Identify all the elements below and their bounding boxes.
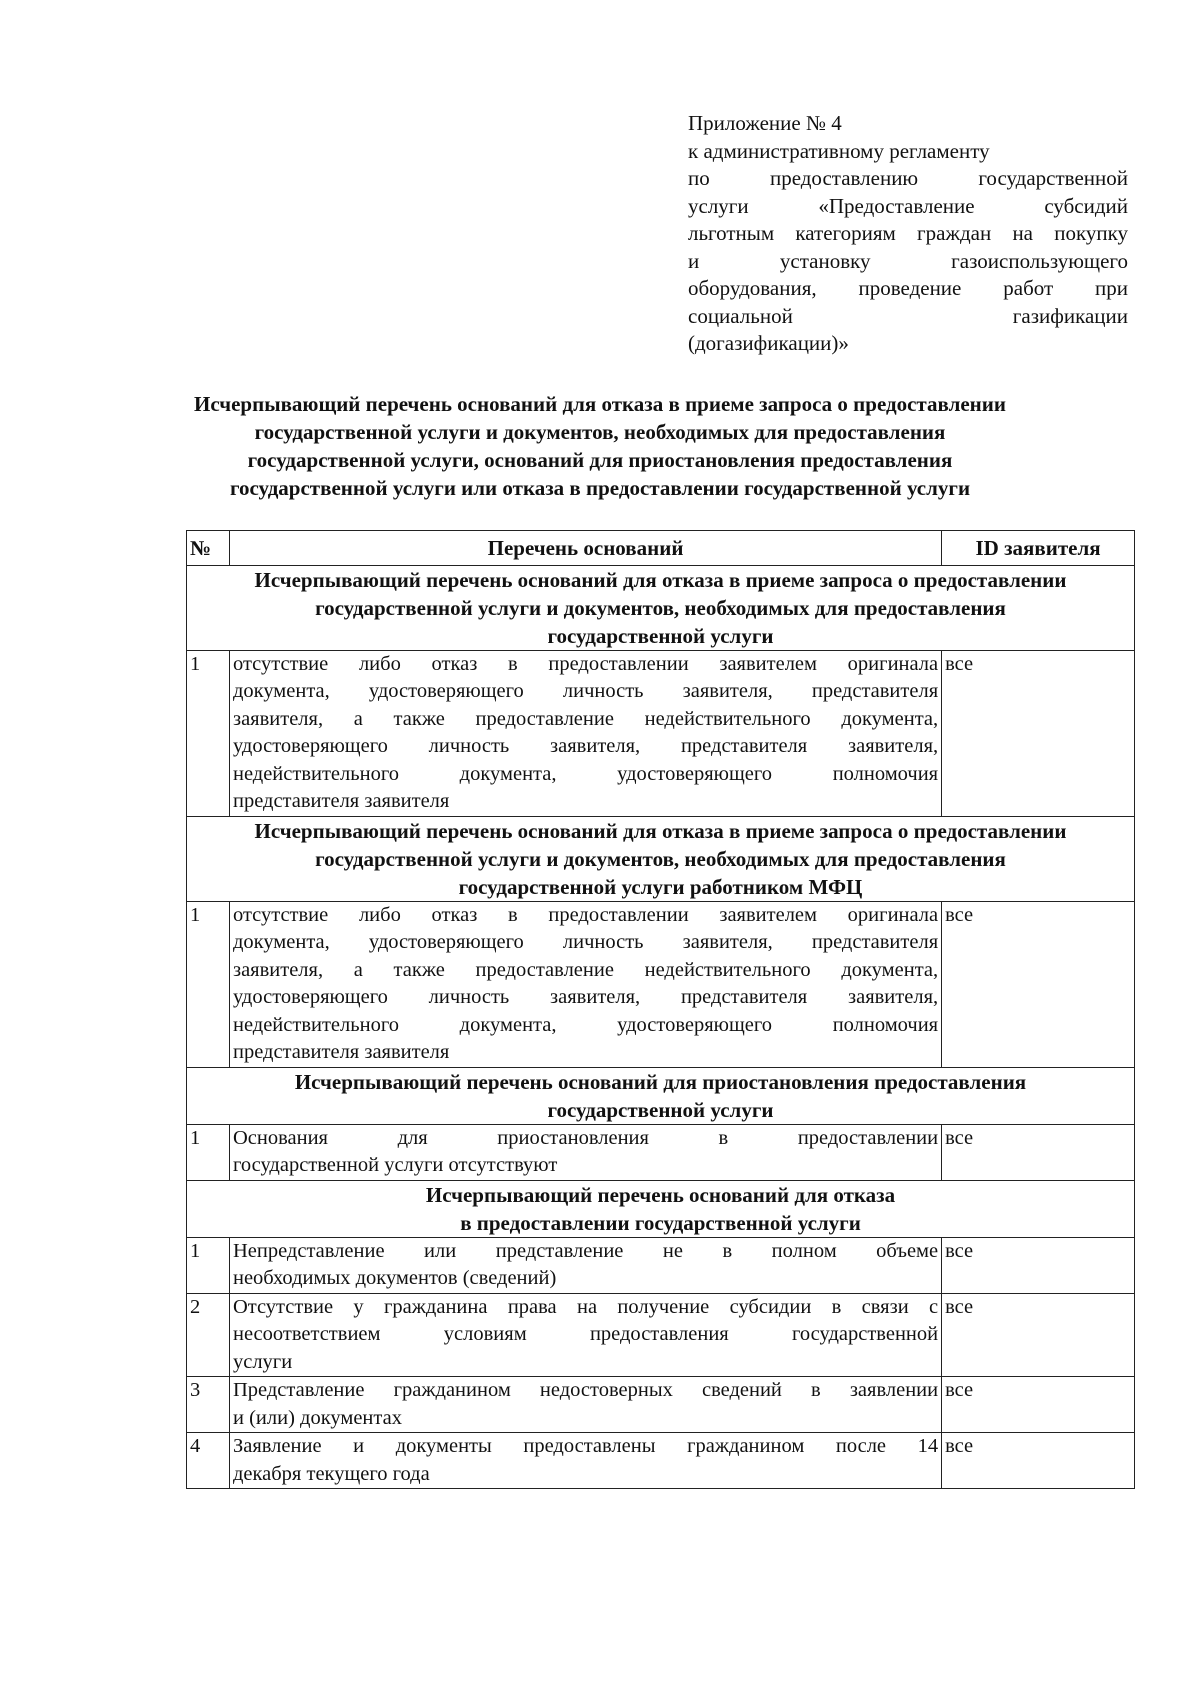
section-title-line: государственной услуги и документов, необходимых для предоставления — [315, 595, 1006, 620]
ground-text — [229, 1377, 941, 1433]
applicant-id: все — [942, 1293, 1135, 1377]
table-body — [187, 565, 1135, 1489]
ground-line: необходимых документов (сведений) — [232, 1267, 557, 1289]
ground-line: документа, удостоверяющего личность заявителя, представителя — [232, 931, 939, 953]
table-row — [187, 1124, 1135, 1180]
ground-text — [229, 1237, 941, 1293]
ground-line: заявителя, а также предоставление недействительного документа, — [232, 958, 939, 981]
appendix-block — [688, 110, 1128, 358]
section-title-line: государственной услуги — [547, 623, 774, 648]
header-num: № — [187, 531, 230, 566]
table-row — [187, 1293, 1135, 1377]
ground-line: декабря текущего года — [232, 1462, 430, 1485]
section-title-line: Исчерпывающий перечень оснований для отказа — [425, 1182, 896, 1207]
title-line: государственной услуги или отказа в предоставлении государственной услуги — [229, 476, 971, 500]
ground-line: удостоверяющего личность заявителя, представителя заявителя, — [232, 986, 939, 1008]
appendix-line: (догазификации)» — [688, 331, 849, 355]
document-title — [150, 390, 1050, 502]
ground-text — [229, 650, 941, 816]
ground-line: недействительного документа, удостоверяющего полномочия — [232, 1013, 939, 1036]
ground-text — [229, 1293, 941, 1377]
section-title-line: Исчерпывающий перечень оснований для отказа в приеме запроса о предоставлении — [254, 818, 1067, 843]
section-title-line: государственной услуги работником МФЦ — [458, 874, 863, 899]
ground-line: Отсутствие у гражданина права на получение субсидии в связи с — [232, 1295, 939, 1318]
appendix-line: услуги «Предоставление субсидий — [688, 193, 1128, 218]
ground-line: услуги — [232, 1350, 293, 1373]
appendix-line: по предоставлению государственной — [688, 166, 1128, 190]
ground-line: удостоверяющего личность заявителя, представителя заявителя, — [232, 735, 939, 757]
ground-text — [229, 901, 941, 1067]
section-title — [187, 1067, 1135, 1124]
appendix-line: к административному регламенту — [688, 138, 990, 163]
row-number: 2 — [187, 1293, 230, 1377]
title-line: государственной услуги и документов, необходимых для предоставления — [254, 420, 946, 444]
row-number: 1 — [187, 1237, 230, 1293]
ground-line: Основания для приостановления в предоставлении — [232, 1126, 939, 1149]
table-row — [187, 1433, 1135, 1489]
section-header-row — [187, 565, 1135, 650]
row-number: 1 — [187, 1124, 230, 1180]
applicant-id: все — [942, 1237, 1135, 1293]
section-title-line: государственной услуги и документов, необходимых для предоставления — [315, 846, 1006, 871]
ground-line: и (или) документах — [232, 1406, 402, 1429]
section-title-line: государственной услуги — [547, 1097, 774, 1122]
header-grounds: Перечень оснований — [229, 531, 941, 566]
section-title — [187, 1180, 1135, 1237]
table-header-row — [187, 531, 1135, 566]
ground-line: документа, удостоверяющего личность заявителя, представителя — [232, 680, 939, 702]
section-title — [187, 816, 1135, 901]
title-line: государственной услуги, оснований для приостановления предоставления — [247, 448, 953, 472]
appendix-line: льготным категориям граждан на покупку — [688, 221, 1128, 245]
ground-line: государственной услуги отсутствуют — [232, 1154, 558, 1176]
section-header-row — [187, 1180, 1135, 1237]
ground-line: представителя заявителя — [232, 1041, 450, 1063]
applicant-id: все — [942, 1124, 1135, 1180]
grounds-table — [186, 530, 1135, 1489]
appendix-line: и установку газоиспользующего — [688, 248, 1128, 273]
ground-line: заявителя, а также предоставление недействительного документа, — [232, 707, 939, 730]
applicant-id: все — [942, 901, 1135, 1067]
row-number: 1 — [187, 901, 230, 1067]
row-number: 3 — [187, 1377, 230, 1433]
row-number: 1 — [187, 650, 230, 816]
ground-line: отсутствие либо отказ в предоставлении заявителем оригинала — [232, 652, 939, 675]
appendix-line: социальной газификации — [688, 303, 1128, 328]
ground-text — [229, 1124, 941, 1180]
ground-line: Заявление и документы предоставлены гражданином после 14 — [232, 1435, 939, 1457]
section-header-row — [187, 816, 1135, 901]
ground-line: Непредставление или представление не в полном объеме — [232, 1239, 939, 1262]
ground-line: представителя заявителя — [232, 790, 450, 812]
ground-text — [229, 1433, 941, 1489]
ground-line: несоответствием условиям предоставления государственной — [232, 1323, 939, 1345]
section-title-line: Исчерпывающий перечень оснований для приостановления предоставления — [294, 1069, 1027, 1094]
row-number: 4 — [187, 1433, 230, 1489]
section-title-line: в предоставлении государственной услуги — [460, 1210, 861, 1235]
table-row — [187, 650, 1135, 816]
ground-line: Представление гражданином недостоверных сведений в заявлении — [232, 1379, 939, 1401]
title-line: Исчерпывающий перечень оснований для отказа в приеме запроса о предоставлении — [194, 392, 1006, 416]
table-row — [187, 1237, 1135, 1293]
appendix-line: Приложение № 4 — [688, 111, 842, 135]
table-row — [187, 901, 1135, 1067]
section-title — [187, 565, 1135, 650]
appendix-line: оборудования, проведение работ при — [688, 276, 1128, 300]
ground-line: недействительного документа, удостоверяющего полномочия — [232, 762, 939, 785]
ground-line: отсутствие либо отказ в предоставлении заявителем оригинала — [232, 903, 939, 926]
section-header-row — [187, 1067, 1135, 1124]
applicant-id: все — [942, 1377, 1135, 1433]
header-applicant-id: ID заявителя — [942, 531, 1135, 566]
section-title-line: Исчерпывающий перечень оснований для отказа в приеме запроса о предоставлении — [254, 567, 1067, 592]
applicant-id: все — [942, 1433, 1135, 1489]
table-row — [187, 1377, 1135, 1433]
applicant-id: все — [942, 650, 1135, 816]
